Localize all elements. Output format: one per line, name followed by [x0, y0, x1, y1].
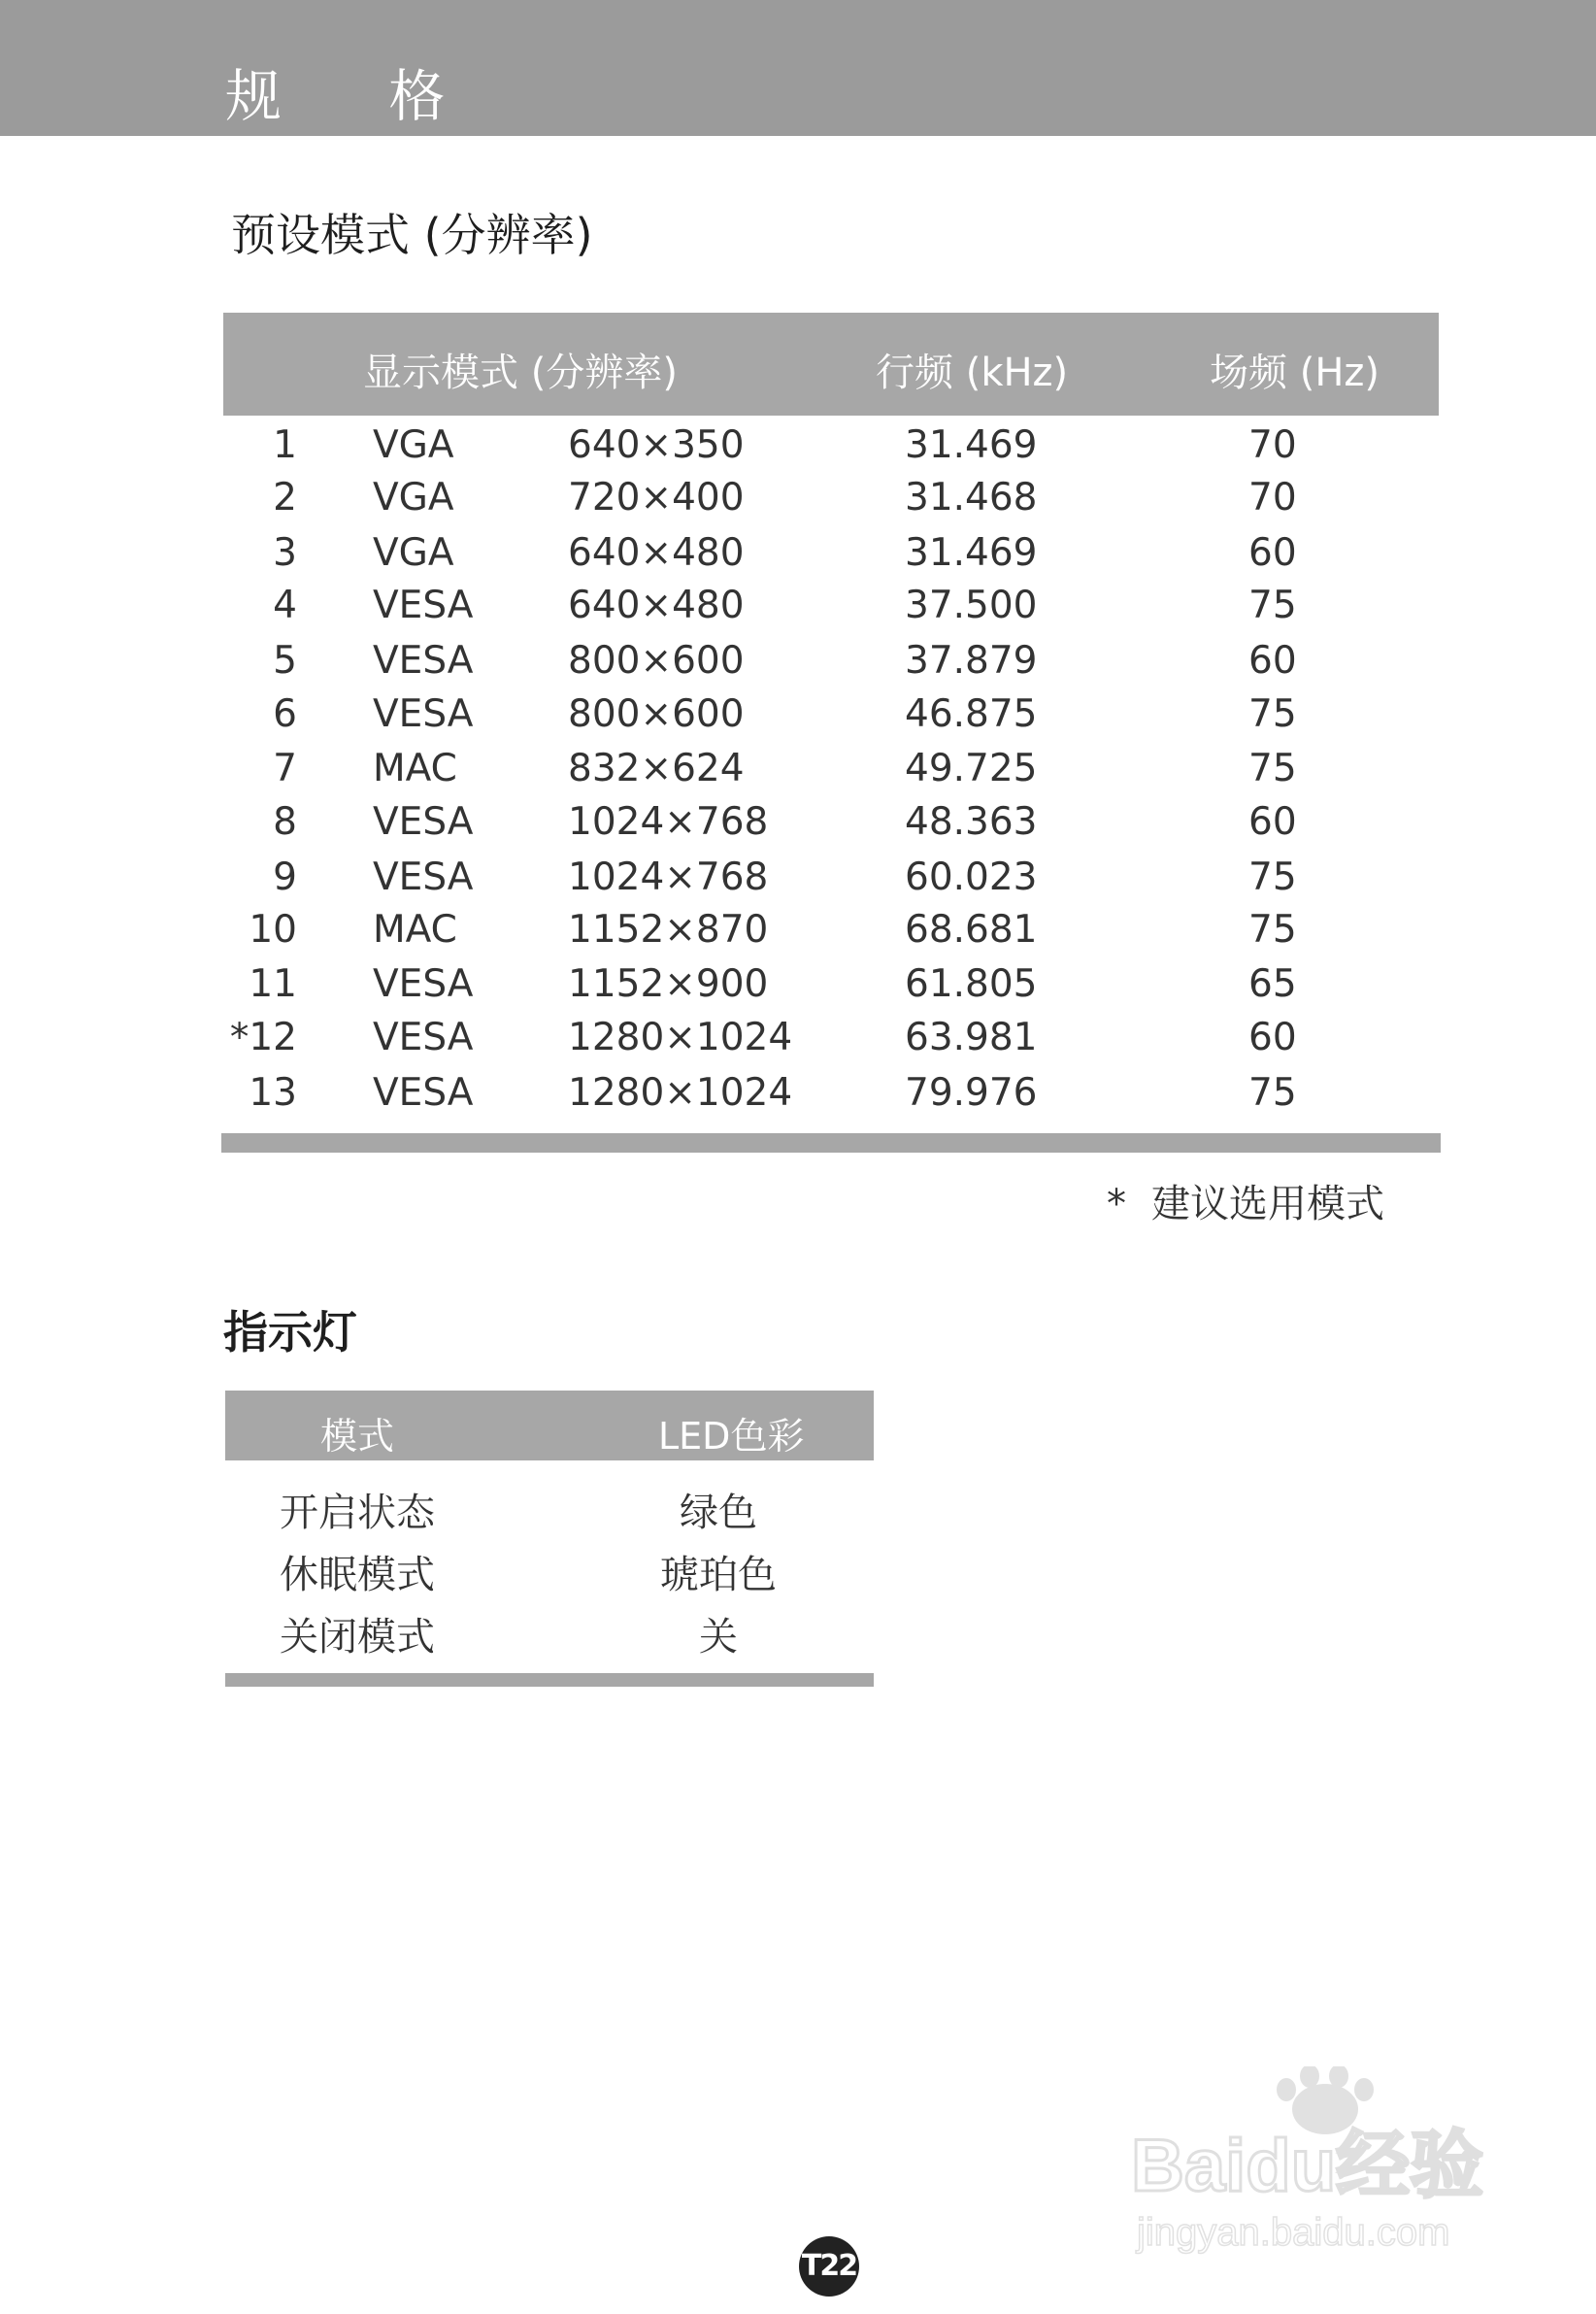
mode-resolution: 832×624	[568, 747, 745, 790]
mode-h-freq: 31.468	[905, 476, 1038, 520]
mode-number: 10	[249, 908, 297, 952]
mode-number: 3	[273, 531, 297, 575]
mode-standard: VGA	[373, 476, 454, 520]
mode-number: 1	[273, 423, 297, 467]
mode-resolution: 720×400	[568, 476, 745, 520]
mode-v-freq: 75	[1248, 855, 1297, 899]
mode-standard: VESA	[373, 962, 474, 1006]
mode-resolution: 640×350	[568, 423, 745, 467]
mode-v-freq: 60	[1248, 531, 1297, 575]
mode-resolution: 640×480	[568, 584, 745, 627]
mode-standard: VESA	[373, 855, 474, 899]
table-row	[223, 419, 1439, 474]
table-row	[223, 743, 1439, 797]
mode-resolution: 1152×900	[568, 962, 769, 1006]
table-row	[223, 635, 1439, 689]
recommended-note	[1107, 1173, 1384, 1228]
mode-number: 6	[273, 692, 297, 736]
indicator-led-color: 绿色	[680, 1491, 757, 1535]
page-title: 规 格	[225, 63, 490, 129]
indicator-title: 指示灯	[223, 1306, 357, 1358]
mode-h-freq: 46.875	[905, 692, 1038, 736]
col-header-h-freq: 行频 (kHz)	[876, 351, 1069, 395]
col-header-led-color: LED色彩	[658, 1415, 805, 1458]
mode-h-freq: 31.469	[905, 423, 1038, 467]
table-row	[223, 852, 1439, 906]
list-item	[225, 1478, 874, 1538]
mode-standard: VESA	[373, 692, 474, 736]
mode-v-freq: 60	[1248, 1016, 1297, 1059]
watermark-url: jingyan.baidu.com	[1137, 2211, 1450, 2254]
indicator-table-header	[225, 1391, 874, 1460]
mode-v-freq: 75	[1248, 908, 1297, 952]
mode-number: 9	[273, 855, 297, 899]
mode-standard: VESA	[373, 800, 474, 844]
mode-standard: VESA	[373, 1071, 474, 1115]
mode-v-freq: 75	[1248, 747, 1297, 790]
mode-number: 11	[249, 962, 297, 1006]
col-header-mode: 显示模式 (分辨率)	[363, 351, 678, 395]
mode-resolution: 800×600	[568, 692, 745, 736]
mode-resolution: 800×600	[568, 639, 745, 683]
indicator-led-color: 关	[699, 1615, 738, 1660]
indicator-mode: 休眠模式	[280, 1553, 435, 1597]
indicator-led-color: 琥珀色	[660, 1553, 777, 1597]
mode-h-freq: 48.363	[905, 800, 1038, 844]
mode-resolution: 1024×768	[568, 800, 769, 844]
mode-h-freq: 68.681	[905, 908, 1038, 952]
preset-table-footer-bar	[221, 1133, 1441, 1153]
table-row	[223, 796, 1439, 851]
col-header-indicator-mode: 模式	[320, 1415, 395, 1458]
indicator-table-footer-bar	[225, 1673, 874, 1687]
mode-number: 5	[273, 639, 297, 683]
note-text: 建议选用模式	[1151, 1182, 1384, 1226]
preset-table-header	[223, 313, 1439, 416]
note-asterisk: *	[1107, 1182, 1126, 1226]
mode-h-freq: 49.725	[905, 747, 1038, 790]
mode-v-freq: 75	[1248, 1071, 1297, 1115]
mode-resolution: 640×480	[568, 531, 745, 575]
table-row	[223, 688, 1439, 743]
mode-standard: VGA	[373, 531, 454, 575]
mode-number: *12	[229, 1016, 297, 1059]
mode-number: 2	[273, 476, 297, 520]
mode-number: 4	[273, 584, 297, 627]
table-row	[223, 904, 1439, 958]
mode-standard: VGA	[373, 423, 454, 467]
mode-h-freq: 60.023	[905, 855, 1038, 899]
list-item	[225, 1540, 874, 1600]
table-row	[223, 1067, 1439, 1122]
mode-h-freq: 37.879	[905, 639, 1038, 683]
mode-v-freq: 70	[1248, 476, 1297, 520]
table-row	[223, 1012, 1439, 1066]
mode-number: 7	[273, 747, 297, 790]
header-band	[0, 0, 1596, 136]
mode-h-freq: 63.981	[905, 1016, 1038, 1059]
mode-number: 8	[273, 800, 297, 844]
mode-resolution: 1024×768	[568, 855, 769, 899]
mode-v-freq: 65	[1248, 962, 1297, 1006]
watermark-brand: Baidu经验	[1131, 2125, 1484, 2207]
mode-standard: VESA	[373, 1016, 474, 1059]
mode-v-freq: 60	[1248, 800, 1297, 844]
mode-h-freq: 37.500	[905, 584, 1038, 627]
preset-modes-title: 预设模式 (分辨率)	[231, 209, 593, 261]
table-row	[223, 527, 1439, 582]
col-header-v-freq: 场频 (Hz)	[1210, 351, 1380, 395]
page-number-badge: T22	[799, 2236, 859, 2297]
mode-v-freq: 60	[1248, 639, 1297, 683]
mode-resolution: 1280×1024	[568, 1071, 793, 1115]
table-row	[223, 472, 1439, 526]
mode-standard: VESA	[373, 639, 474, 683]
mode-standard: MAC	[373, 908, 457, 952]
mode-h-freq: 31.469	[905, 531, 1038, 575]
mode-number: 13	[249, 1071, 297, 1115]
mode-resolution: 1152×870	[568, 908, 769, 952]
mode-h-freq: 79.976	[905, 1071, 1038, 1115]
mode-v-freq: 75	[1248, 692, 1297, 736]
mode-standard: VESA	[373, 584, 474, 627]
mode-resolution: 1280×1024	[568, 1016, 793, 1059]
table-row	[223, 580, 1439, 634]
mode-v-freq: 70	[1248, 423, 1297, 467]
indicator-mode: 关闭模式	[280, 1615, 435, 1660]
list-item	[225, 1602, 874, 1662]
mode-h-freq: 61.805	[905, 962, 1038, 1006]
indicator-mode: 开启状态	[280, 1491, 435, 1535]
mode-standard: MAC	[373, 747, 457, 790]
table-row	[223, 958, 1439, 1013]
baidu-watermark	[1131, 2066, 1539, 2261]
mode-v-freq: 75	[1248, 584, 1297, 627]
